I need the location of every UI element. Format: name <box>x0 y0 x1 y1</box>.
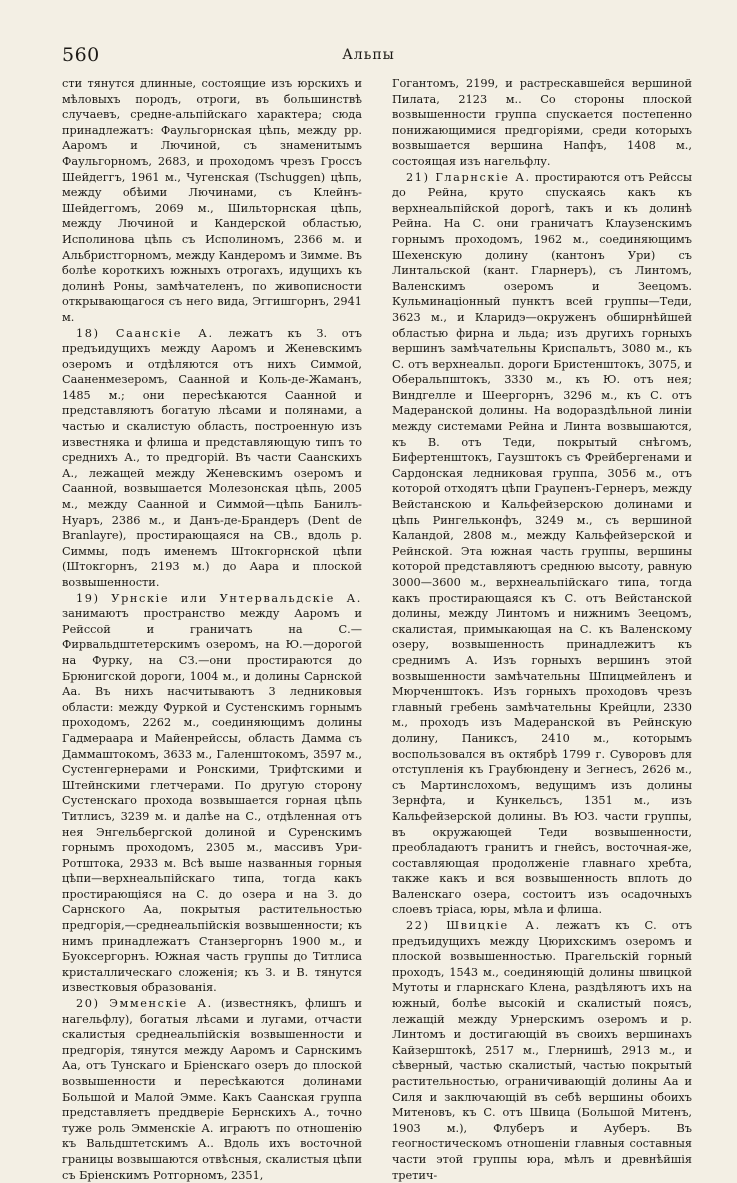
entry-heading: 21) Гларнскіе А. <box>406 170 531 184</box>
right-column <box>392 76 692 1183</box>
paragraph <box>62 996 362 1183</box>
paragraph-text: лежатъ къ З. отъ предъидущихъ между Ааромъ и Женевскимъ озеромъ и отдѣляются отъ нихъ Симмой, Сааненмезеромъ, Саанной и Коль-де-Жаманъ, 1485 м.; они пересѣкаются Саанной и представляютъ богатую лѣсами и полянами, а частью и скалистую область, построенную изъ известняка и флиша и представляющую типъ то среднихъ А., то предгорій. Въ части Саанскихъ А., лежащей между Женевскимъ озеромъ и Саанной, возвышается Молезонская цѣпь, 2005 м., между Саанной и Симмой—цѣпь Банилъ-Нуаръ, 2386 м., и Данъ-де-Брандеръ (Dent de Branlayre), простирающаяся на СВ., вдоль р. Симмы, подъ именемъ Штокгорнской цѣпи (Штокгорнъ, 2193 м.) до Аара и плоской возвышенности. <box>62 326 362 589</box>
page-header <box>62 44 675 68</box>
paragraph <box>62 591 362 996</box>
paragraph-text: Гогантомъ, 2199, и растрескавшейся вершиной Пилата, 2123 м.. Со стороны плоской возвышенности группа спускается постепенно понижающимися предгоріями, среди которыхъ возвышается вершина Напфъ, 1408 м., состоящая изъ нагельфлу. <box>392 77 692 168</box>
paragraph <box>62 326 362 591</box>
paragraph <box>392 76 692 170</box>
entry-heading: 20) Эмменскіе А. <box>76 997 213 1011</box>
paragraph-text: занимаютъ пространство между Ааромъ и Рейссой и граничатъ на С.—Фирвальдштетерскимъ озеромъ, на Ю.—дорогой на Фурку, на СЗ.—они простираются до Брюнигской дороги, 1004 м., и долины Сарнской Аа. Въ нихъ насчитываютъ 3 ледниковыя области: между Фуркой и Сустенскимъ горнымъ проходомъ, 2262 м., соединяющимъ долины Гадмераара и Майенрейссы, область Дамма съ Даммаштокомъ, 3633 м., Галенштокомъ, 3597 м., Сустенгернерами и Ронскими, Трифтскими и Штейнскими глетчерами. По другую сторону Сустенскаго прохода возвышается горная цѣпь Титлисъ, 3239 м. и далѣе на С., отдѣленная отъ нея Энгельбергской долиной и Суренскимъ горнымъ проходомъ, 2305 м., массивъ Ури-Ротштока, 2933 м. Всѣ выше названныя горныя цѣпи—верхнеальпійскаго типа, тогда какъ простирающіяся на С. до озера и на З. до Сарнского Аа, покрытыя растительностью предгорія,—среднеальпійскія возвышенности; къ нимъ принадлежатъ Станзергорнъ 1900 м., и Буоксергорнъ. Южная часть группы до Титлиса кристаллическаго сложенія; къ З. и В. тянутся известковыя образованія. <box>62 607 362 995</box>
paragraph-text: сти тянутся длинные, состоящие изъ юрскихъ и мѣловыхъ породъ, отроги, въ большинствѣ случаевъ, средне-альпійскаго характера; сюда принадлежатъ: Фаульгорнская цѣпь, между рр. Ааромъ и Лючиной, съ знаменитымъ Фаульгорномъ, 2683, и проходомъ чрезъ Гроссъ Шейдеггъ, 1961 м., Чугенская (Tschuggen) цѣпь, между обѣими Лючинами, съ Клейнъ-Шейдеггомъ, 2069 м., Шильторнская цѣпь, между Лючиной и Кандерской областью, Исполинова цѣпь съ Исполиномъ, 2366 м. и Альбристгорномъ, между Кандеромъ и Зимме. Въ болѣе короткихъ южныхъ отрогахъ, идущихъ къ долинѣ Роны, замѣчателенъ, по живописности открывающагося съ него вида, Эггишгорнъ, 2941 м. <box>62 77 362 324</box>
paragraph-text: лежатъ къ С. отъ предъидущихъ между Цюрихскимъ озеромъ и плоской возвышенностью. Прагельскій горный проходъ, 1543 м., соединяющій долины швицкой Мутоты и гларнскаго Клена, раздѣляютъ ихъ на южный, болѣе высокій и скалистый поясъ, лежащій между Урнерскимъ озеромъ и р. Линтомъ и достигающій въ своихъ вершинахъ Кайзерштокѣ, 2517 м., Глернишѣ, 2913 м., и сѣверный, частью скалистый, частью покрытый растительностью, ограничивающій долины Аа и Силя и заключающій въ себѣ вершины обоихъ Митеновъ, къ С. отъ Швица (Большой Митенъ, 1903 м.), Флуберъ и Ауберъ. Въ геогностическомъ отношеніи главныя составныя части этой группы юра, мѣлъ и древнѣйшія третич- <box>392 919 693 1182</box>
paragraph <box>392 918 692 1183</box>
paragraph-text: (известнякъ, флишъ и нагельфлу), богатыя лѣсами и лугами, отчасти скалистыя среднеальпійскія возвышенности и предгорія, тянутся между Ааромъ и Сарнскимъ Аа, отъ Тунскаго и Бріенскаго озеръ до плоской возвышенности и пересѣкаются долинами Большой и Малой Эмме. Какъ Саанская группа представляетъ преддверіе Бернскихъ А., точно туже роль Эмменскіе А. играютъ по отношенію къ Вальдштетскимъ А.. Вдоль ихъ восточной границы возвышаются отвѣсныя, скалистыя цѣпи съ Бріенскимъ Ротгорномъ, 2351, <box>62 997 362 1182</box>
running-title: Альпы <box>342 47 395 63</box>
paragraph <box>392 170 692 919</box>
entry-heading: 22) Швицкіе А. <box>406 919 541 933</box>
paragraph-text: простираются отъ Рейссы до Рейна, круто спускаясь какъ къ верхнеальпійской дорогѣ, такъ и къ долинѣ Рейна. На С. они граничатъ Клаузенскимъ горнымъ проходомъ, 1962 м., соединяющимъ Шехенскую долину (кантонъ Ури) съ Линтальской (кант. Гларнеръ), съ Линтомъ, Валенскимъ озеромъ и Зеецомъ. Кульминаціонный пунктъ всей группы—Теди, 3623 м., и Кларидэ—окруженъ обширнѣйшей областью фирна и льда; изъ другихъ горныхъ вершинъ замѣчательны Криспальтъ, 3080 м., къ С. отъ верхнеальп. дороги Бристенштокъ, 3075, и Оберальпштокъ, 3330 м., къ Ю. отъ нея; Виндгелле и Шеергорнъ, 3296 м., къ С. отъ Мадеранской долины. На водораздѣльной линіи между системами Рейна и Линта возвышаются, къ В. отъ Теди, покрытый снѣгомъ, Бифертенштокъ, Гаузштокъ съ Фрейбергенами и Сардонская ледниковая группа, 3056 м., отъ которой отходятъ цѣпи Граупенъ-Гернеръ, между Вейстанскою и Кальфейзерскою долинами и цѣпь Рингельконфъ, 3249 м., съ вершиной Каландой, 2808 м., между Кальфейзерской и Рейнской. Эта южная часть группы, вершины которой представляютъ среднюю высоту, равную 3000—3600 м., верхнеальпійскаго типа, тогда какъ простирающаяся къ С. отъ Вейстанской долины, между Линтомъ и нижнимъ Зеецомъ, скалистая, примыкающая на С. къ Валенскому озеру, возвышенность принадлежитъ къ среднимъ А. Изъ горныхъ вершинъ этой возвышенности замѣчательны Шпицмейленъ и Мюрченштокъ. Изъ горныхъ проходовъ чрезъ главный гребень замѣчательны Крейцли, 2330 м., проходъ изъ Мадеранской въ Рейнскую долину, Паниксъ, 2410 м., которымъ воспользовался въ октябрѣ 1799 г. Суворовъ для отступленія къ Граубюндену и Зегнесъ, 2626 м., съ Мартинслохомъ, ведущимъ изъ долины Зернфта, и Кункельсъ, 1351 м., изъ Кальфейзерской долины. Въ ЮЗ. части группы, въ окружающей Теди возвышенности, преобладаютъ гранитъ и гнейсъ, восточная-же, составляющая продолженіе главнаго хребта, также какъ и вся возвышенность вплоть до Валенскаго озера, состоитъ изъ осадочныхъ слоевъ тріаса, юры, мѣла и флиша. <box>392 170 692 917</box>
paragraph <box>62 76 362 326</box>
page-number: 560 <box>62 44 100 66</box>
entry-heading: 18) Саанскіе А. <box>76 326 214 340</box>
entry-heading: 19) Урнскіе или Унтервальдскіе А. <box>76 591 362 605</box>
left-column <box>62 76 362 1183</box>
